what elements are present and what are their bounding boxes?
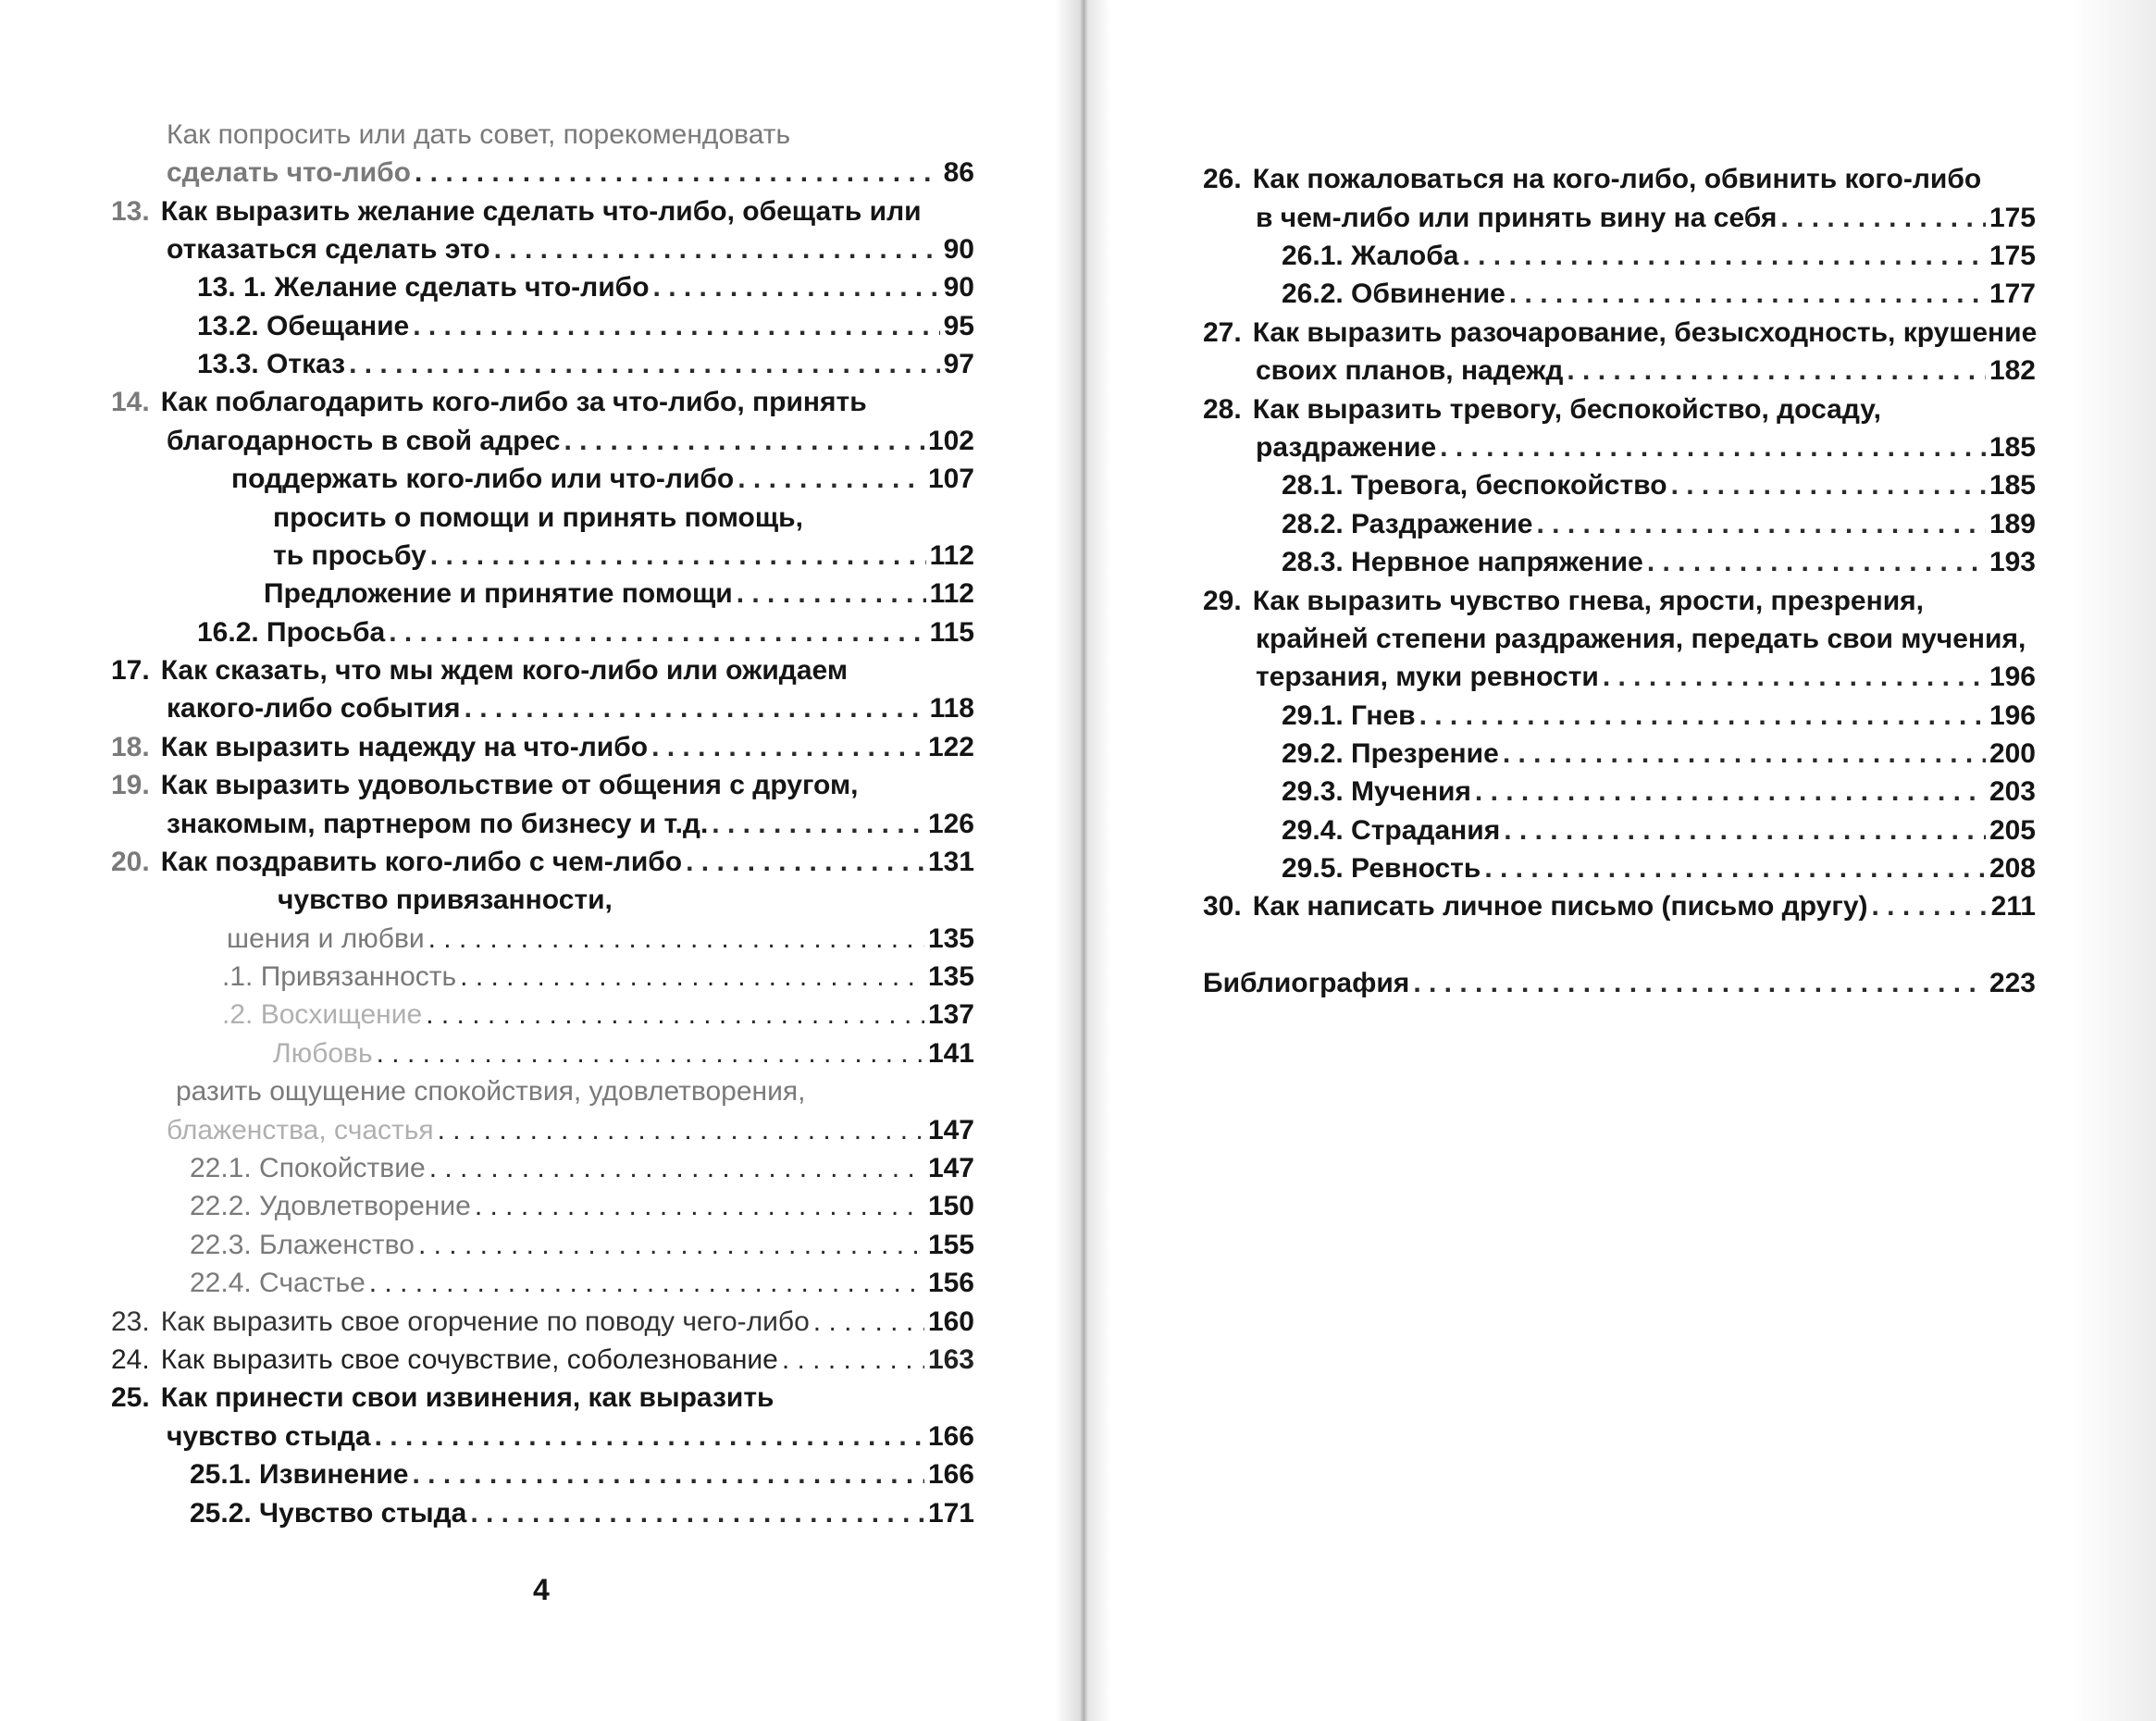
toc-title: ть просьбу [273, 540, 427, 571]
toc-title: 16.2. Просьба [197, 617, 386, 648]
toc-line[interactable] [167, 231, 974, 268]
toc-title: Как выразить надежду на что-либо [160, 732, 649, 762]
dot-leader [1484, 850, 1986, 887]
dot-leader [653, 269, 940, 306]
toc-line [1203, 161, 1981, 198]
page-number-folio: 4 [533, 1573, 550, 1606]
toc-title: Как выразить желание сделать что-либо, обещать или [160, 196, 922, 227]
toc-line[interactable] [197, 308, 974, 345]
toc-page-number: 171 [927, 1498, 974, 1529]
toc-title: чувство привязанности, [278, 885, 613, 915]
toc-line[interactable] [1282, 238, 2036, 275]
dot-leader [438, 1112, 924, 1149]
toc-title: Как поздравить кого-либо с чем-либо [160, 847, 683, 877]
toc-title: шения и любви [227, 923, 425, 954]
toc-page-number: 156 [927, 1268, 974, 1298]
dot-leader [375, 1418, 924, 1455]
toc-line[interactable] [167, 690, 974, 727]
dot-leader [1872, 888, 1988, 925]
toc-line [111, 1380, 774, 1417]
toc-line [111, 193, 922, 230]
dot-leader [737, 461, 924, 498]
toc-page-number: 90 [943, 272, 974, 303]
dot-leader [413, 308, 939, 345]
toc-line [167, 117, 790, 154]
toc-number: 25. [111, 1382, 150, 1413]
toc-line [111, 384, 867, 421]
toc-line[interactable] [190, 1188, 974, 1225]
toc-number: 17. [111, 655, 150, 686]
toc-line [176, 1073, 805, 1110]
dot-leader [460, 959, 924, 996]
toc-page-number: 126 [927, 809, 974, 839]
toc-page-number: 97 [943, 349, 974, 379]
toc-line[interactable] [167, 423, 974, 460]
toc-title: .2. Восхищение [222, 999, 423, 1030]
toc-line[interactable] [264, 576, 974, 613]
dot-leader [429, 1150, 924, 1187]
dot-leader [475, 1188, 924, 1225]
toc-page-number: 155 [927, 1230, 974, 1260]
toc-title: Любовь [273, 1038, 373, 1069]
toc-line[interactable] [1256, 429, 2036, 466]
toc-number: 19. [111, 770, 150, 800]
toc-line[interactable] [197, 346, 974, 383]
toc-title: 22.4. Счастье [190, 1268, 366, 1298]
toc-line[interactable] [231, 461, 974, 498]
toc-title: Предложение и принятие помощи [264, 578, 733, 609]
toc-page-number: 135 [927, 961, 974, 992]
dot-leader [813, 1304, 924, 1341]
toc-line[interactable] [111, 844, 974, 881]
dot-leader [412, 1456, 923, 1493]
toc-page-number: 150 [927, 1191, 974, 1221]
toc-line [111, 767, 859, 804]
dot-leader [712, 806, 924, 843]
toc-number: 26. [1203, 164, 1242, 194]
toc-title: 29.3. Мучения [1282, 776, 1471, 807]
bibliography-line[interactable] [1203, 965, 2036, 1002]
dot-leader [369, 1265, 924, 1302]
toc-title: 22.3. Блаженство [190, 1230, 415, 1260]
toc-page-number: 163 [927, 1344, 974, 1375]
toc-page-number: 160 [927, 1306, 974, 1337]
toc-page-number: 135 [927, 923, 974, 954]
toc-page-number: 211 [1990, 891, 2036, 922]
dot-leader [1603, 659, 1986, 696]
toc-title: знакомым, партнером по бизнесу и т.д. [167, 809, 709, 839]
toc-line[interactable] [197, 269, 974, 306]
toc-number: 29. [1203, 586, 1242, 616]
toc-title: 29.2. Презрение [1282, 738, 1499, 769]
dot-leader [426, 997, 924, 1034]
dot-leader [1647, 544, 1986, 581]
toc-title: 28.1. Тревога, беспокойство [1282, 470, 1667, 501]
dot-leader [494, 231, 940, 268]
dot-leader [686, 844, 924, 881]
toc-number: 18. [111, 732, 150, 762]
dot-leader [1671, 467, 1986, 504]
toc-title: раздражение [1256, 432, 1437, 463]
dot-leader [428, 921, 924, 958]
toc-page-number: 115 [929, 617, 974, 648]
dot-leader [1780, 200, 1986, 237]
dot-leader [418, 1227, 924, 1264]
toc-title: Как принести свои извинения, как выразить [160, 1382, 774, 1413]
toc-line[interactable] [190, 1456, 974, 1493]
toc-number: 20. [111, 847, 150, 877]
toc-line [1203, 583, 1924, 620]
toc-title: 22.1. Спокойствие [190, 1153, 426, 1183]
toc-title: 26.2. Обвинение [1282, 279, 1505, 309]
toc-page-number: 118 [929, 693, 974, 724]
toc-title: благодарность в свой адрес [167, 426, 561, 456]
toc-page-number: 166 [927, 1421, 974, 1452]
toc-page-number: 196 [1989, 662, 2036, 692]
dot-leader [564, 423, 923, 460]
dot-leader [1567, 353, 1986, 390]
toc-page-number: 177 [1989, 279, 2036, 309]
toc-line[interactable] [1282, 812, 2036, 849]
toc-page-number: 203 [1989, 776, 2036, 807]
dot-leader [1537, 506, 1986, 543]
dot-leader [470, 1495, 924, 1532]
dot-leader [782, 1342, 924, 1379]
toc-number: 30. [1203, 891, 1242, 922]
right-page [1078, 0, 2156, 1721]
toc-title: Как выразить удовольствие от общения с другом, [160, 770, 859, 800]
toc-line[interactable] [273, 538, 974, 575]
dot-leader [1504, 812, 1986, 849]
toc-line[interactable] [222, 959, 974, 996]
toc-number: 28. [1203, 394, 1242, 425]
dot-leader [1413, 965, 1986, 1002]
toc-line [1203, 391, 1881, 428]
dot-leader [430, 538, 926, 575]
toc-number: 27. [1203, 317, 1242, 348]
toc-page-number: 90 [943, 234, 974, 265]
toc-page-number: 185 [1989, 432, 2036, 463]
toc-line [278, 882, 613, 919]
toc-page-number: 131 [927, 847, 974, 877]
toc-title: просить о помощи и принять помощь, [273, 502, 803, 533]
toc-title: терзания, муки ревности [1256, 662, 1599, 692]
dot-leader [1440, 429, 1986, 466]
toc-title: 25.1. Извинение [190, 1459, 409, 1490]
toc-title: Как выразить свое огорчение по поводу чего-либо [160, 1306, 810, 1337]
toc-page-number: 196 [1989, 700, 2036, 731]
dot-leader [415, 155, 940, 192]
dot-leader [377, 1035, 924, 1072]
toc-line[interactable] [190, 1495, 974, 1532]
toc-title: Как пожаловаться на кого-либо, обвинить кого-либо [1252, 164, 1982, 194]
toc-page-number: 166 [927, 1459, 974, 1490]
dot-leader [1419, 698, 1986, 735]
toc-title: в чем-либо или принять вину на себя [1256, 203, 1778, 233]
toc-line [111, 652, 848, 689]
toc-title: Как попросить или дать совет, порекомендовать [167, 119, 791, 150]
toc-page-number: 182 [1989, 355, 2036, 386]
toc-title: крайней степени раздражения, передать свои мучения, [1256, 624, 2026, 654]
toc-number: 13. [111, 196, 150, 227]
toc-line[interactable] [167, 806, 974, 843]
toc-line[interactable] [227, 921, 974, 958]
dot-leader [465, 690, 926, 727]
toc-page-number: 200 [1989, 738, 2036, 769]
dot-leader [737, 576, 926, 613]
toc-title: какого-либо события [167, 693, 461, 724]
toc-page-number: 112 [929, 578, 974, 609]
toc-line[interactable] [111, 1304, 974, 1341]
toc-title: Как выразить чувство гнева, ярости, презрения, [1252, 586, 1924, 616]
toc-title: 28.3. Нервное напряжение [1282, 547, 1643, 577]
toc-line[interactable] [1282, 850, 2036, 887]
dot-leader [1462, 238, 1986, 275]
toc-title: 13.2. Обещание [197, 311, 410, 341]
toc-page-number: 223 [1989, 968, 2036, 998]
toc-title: 29.5. Ревность [1282, 853, 1481, 884]
toc-title: чувство стыда [167, 1421, 371, 1452]
toc-title: Библиография [1203, 968, 1410, 998]
dot-leader [651, 729, 924, 766]
toc-line[interactable] [190, 1227, 974, 1264]
toc-title: 28.2. Раздражение [1282, 509, 1533, 539]
toc-page-number: 122 [927, 732, 974, 762]
toc-title: 22.2. Удовлетворение [190, 1191, 471, 1221]
toc-page-number: 205 [1989, 815, 2036, 846]
toc-line[interactable] [1282, 506, 2036, 543]
toc-line[interactable] [111, 1342, 974, 1379]
toc-line[interactable] [1282, 544, 2036, 581]
toc-page-number: 95 [943, 311, 974, 341]
toc-title: 29.1. Гнев [1282, 700, 1416, 731]
toc-title: 13.3. Отказ [197, 349, 346, 379]
toc-line[interactable] [273, 1035, 974, 1072]
toc-page-number: 107 [927, 464, 974, 494]
toc-title: Как поблагодарить кого-либо за что-либо, принять [160, 387, 867, 417]
toc-page-number: 147 [927, 1115, 974, 1145]
toc-line[interactable] [111, 729, 974, 766]
toc-line[interactable] [1282, 736, 2036, 773]
toc-line[interactable] [1256, 659, 2036, 696]
toc-line[interactable] [167, 155, 974, 192]
toc-title: поддержать кого-либо или что-либо [231, 464, 735, 494]
toc-line[interactable] [1282, 774, 2036, 811]
toc-title: 29.4. Страдания [1282, 815, 1501, 846]
toc-page-number: 208 [1989, 853, 2036, 884]
toc-line[interactable] [167, 1418, 974, 1455]
toc-line[interactable] [1256, 200, 2036, 237]
toc-page-number: 147 [927, 1153, 974, 1183]
toc-page-number: 141 [927, 1038, 974, 1069]
toc-page-number: 102 [927, 426, 974, 456]
toc-line[interactable] [1282, 467, 2036, 504]
toc-title: 25.2. Чувство стыда [190, 1498, 467, 1529]
toc-page-number: 175 [1989, 241, 2036, 271]
toc-page-number: 193 [1989, 547, 2036, 577]
dot-leader [1503, 736, 1986, 773]
toc-line [1256, 621, 2026, 658]
toc-line[interactable] [190, 1150, 974, 1187]
toc-title: Как написать личное письмо (письмо другу) [1252, 891, 1868, 922]
toc-title: Как выразить тревогу, беспокойство, досаду, [1252, 394, 1881, 425]
toc-line [273, 500, 803, 537]
toc-number: 24. [111, 1344, 150, 1375]
toc-page-number: 86 [943, 157, 974, 188]
toc-title: Как выразить разочарование, безысходность, крушение [1252, 317, 2038, 348]
dot-leader [1509, 276, 1986, 313]
toc-title: 13. 1. Желание сделать что-либо [197, 272, 650, 303]
toc-line [1203, 315, 2037, 352]
dot-leader [1475, 774, 1986, 811]
toc-title: Как выразить свое сочувствие, соболезнование [160, 1344, 778, 1375]
toc-line[interactable] [1282, 698, 2036, 735]
toc-title: блаженства, счастья [167, 1115, 434, 1145]
toc-title: .1. Привязанность [222, 961, 457, 992]
toc-page-number: 175 [1989, 203, 2036, 233]
toc-line[interactable] [1203, 888, 2036, 925]
toc-page-number: 189 [1989, 509, 2036, 539]
toc-title: своих планов, надежд [1256, 355, 1564, 386]
toc-title: отказаться сделать это [167, 234, 490, 265]
dot-leader [349, 346, 940, 383]
toc-line[interactable] [1282, 276, 2036, 313]
dot-leader [389, 614, 925, 651]
toc-title: 26.1. Жалоба [1282, 241, 1459, 271]
toc-number: 23. [111, 1306, 150, 1337]
toc-title: сделать что-либо [167, 157, 412, 188]
toc-page-number: 112 [929, 540, 974, 571]
toc-page-number: 185 [1989, 470, 2036, 501]
toc-title: разить ощущение спокойствия, удовлетворения, [176, 1076, 806, 1107]
toc-title: Как сказать, что мы ждем кого-либо или ожидаем [160, 655, 849, 686]
toc-line[interactable] [167, 1112, 974, 1149]
toc-page-number: 137 [927, 999, 974, 1030]
toc-line[interactable] [197, 614, 974, 651]
toc-line[interactable] [1256, 353, 2036, 390]
toc-line[interactable] [222, 997, 974, 1034]
toc-number: 14. [111, 387, 150, 417]
toc-line[interactable] [190, 1265, 974, 1302]
